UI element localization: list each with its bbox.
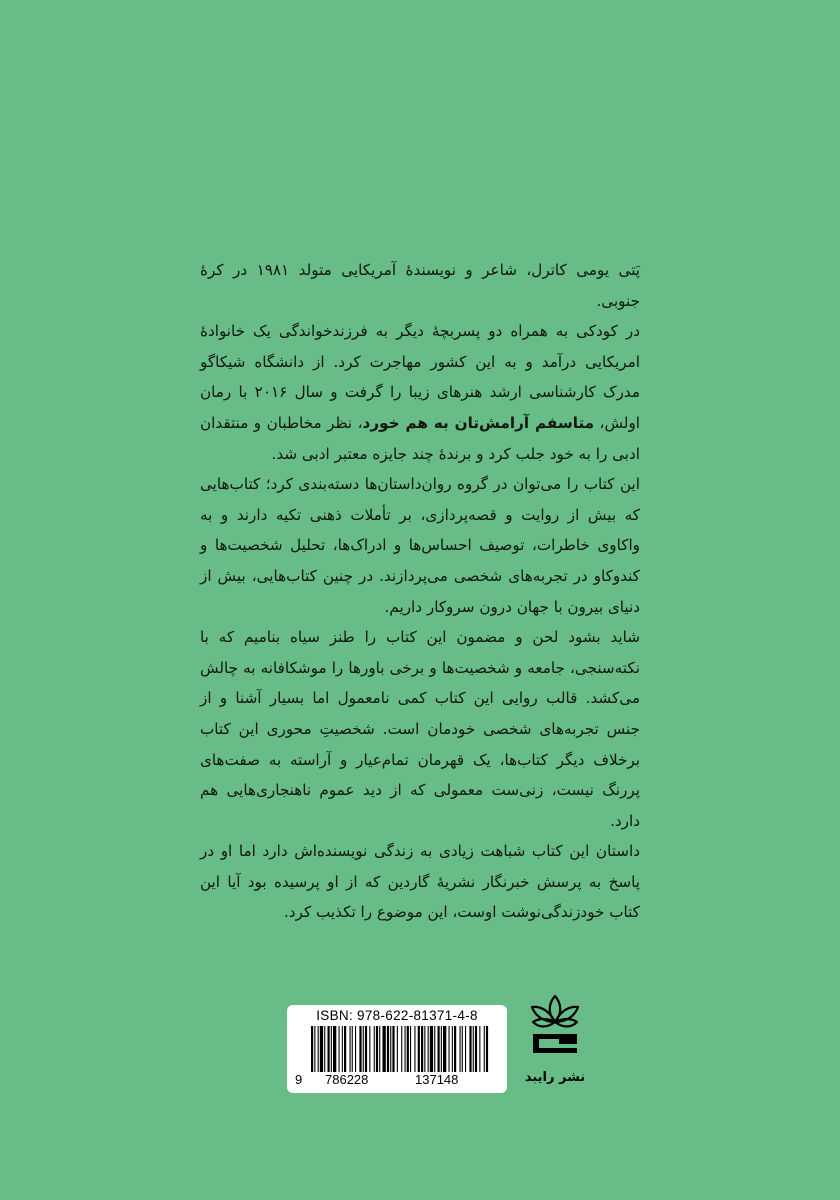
barcode-bar [352, 1026, 353, 1072]
barcode-bar [365, 1026, 367, 1072]
barcode-digit-first: 9 [295, 1072, 303, 1087]
barcode-bar [486, 1026, 488, 1072]
barcode-bar [350, 1026, 351, 1072]
barcode-bar [320, 1026, 323, 1072]
barcode-digit-group-1: 786228 [325, 1072, 369, 1087]
lotus-logo-icon [525, 992, 585, 1068]
isbn-barcode [287, 1005, 507, 1093]
barcode-bar [428, 1026, 429, 1072]
barcode-bar [452, 1026, 453, 1072]
bio-paragraph-4: شاید بشود لحن و مضمون این کتاب را طنز سیاه بنامیم که با نکته‌سنجی، جامعه و شخصیت‌ها و برخی باورها را موشکافانه به چالش می‌کشد. قالب روایی این کتاب کمی نامعمول اما بسیار آشنا و از جنس تجربه‌های شخصی خودمان است. شخصیتِ محوری این کتاب برخلاف دیگر کتاب‌ها، یک قهرمان تمام‌عیار و آراسته به صفت‌های پررنگ نیست، زنی‌ست معمولی که از دید عموم ناهنجاری‌هایی هم دارد. [200, 628, 640, 830]
barcode-bar [407, 1026, 409, 1072]
barcode-bar [430, 1026, 433, 1072]
bio-paragraph-3: این کتاب را می‌توان در گروه روان‌داستان‌ها دسته‌بندی کرد؛ کتاب‌هایی که بیش از روایت و قصه‌پردازی، بر تأملات ذهنی تکیه دارند و به واکاوی خاطرات، توصیف احساس‌ها و ادراک‌ها، تحلیل شخصیت‌ها و کندوکاو در تجربه‌های شخصی می‌پردازند. در چنین کتاب‌هایی، بیش از دنیای بیرون با جهان درون سروکار داریم. [200, 475, 640, 616]
bio-paragraph-1: پَتی یومی کاترل، شاعر و نویسندهٔ آمریکایی متولد ۱۹۸۱ در کرهٔ جنوبی. [200, 261, 641, 310]
barcode-bar [376, 1026, 378, 1072]
barcode-bar [324, 1026, 325, 1072]
barcode-bar [401, 1026, 402, 1072]
barcode-bar [314, 1026, 315, 1072]
barcode-digits [293, 1072, 501, 1088]
barcode-bar [311, 1026, 313, 1072]
barcode-bar [374, 1026, 375, 1072]
back-cover-text [200, 255, 640, 928]
barcode-bar [405, 1026, 406, 1072]
barcode-bar [318, 1026, 319, 1072]
barcode-bar [484, 1026, 485, 1072]
publisher-name: نشر رایبد [524, 1070, 586, 1085]
barcode-bar [454, 1026, 456, 1072]
barcode-bar [465, 1026, 466, 1072]
barcode-bar [328, 1026, 330, 1072]
barcode-bar [331, 1026, 332, 1072]
barcode-bar [449, 1026, 450, 1072]
barcode-bar [421, 1026, 423, 1072]
barcode-bar [443, 1026, 446, 1072]
bio-p2-after: ، نظر مخاطبان و منتقدان ادبی را به خود جلب کرد و برندهٔ چند جایزه معتبر ادبی شد. [200, 413, 640, 463]
barcode-bar [390, 1026, 391, 1072]
barcode-bar [392, 1026, 394, 1072]
barcode-bar [387, 1026, 389, 1072]
bio-paragraph-2 [200, 316, 640, 469]
barcode-bar [469, 1026, 471, 1072]
barcode-bar [441, 1026, 442, 1072]
barcode-bar [355, 1026, 356, 1072]
barcode-bar [473, 1026, 474, 1072]
barcode-bar [363, 1026, 364, 1072]
barcode-digit-group-2: 137148 [415, 1072, 459, 1087]
barcode-bars [299, 1026, 495, 1072]
barcode-bar [460, 1026, 461, 1072]
barcode-bar [383, 1026, 386, 1072]
barcode-bar [333, 1026, 336, 1072]
barcode-bar [339, 1026, 340, 1072]
barcode-bar [379, 1026, 380, 1072]
barcode-bar [397, 1026, 398, 1072]
barcode-bar [342, 1026, 343, 1072]
barcode-bar [414, 1026, 415, 1072]
bio-paragraph-5: داستان این کتاب شباهت زیادی به زندگی نویسنده‌اش دارد اما او در پاسخ به پرسش خبرنگار نشریهٔ گاردین که از او پرسیده بود آیا این کتاب خودزندگی‌نوشت اوست، این موضوع را تکذیب کرد. [200, 842, 640, 922]
barcode-bar [369, 1026, 370, 1072]
bio-p2-before: در کودکی به همراه دو پسربچهٔ دیگر به فرزندخواندگی یک خانوادهٔ امریکایی درآمد و به این کشور مهاجرت کرد. از دانشگاه شیکاگو مدرک کارشناسی ارشد هنرهای زیبا را گرفت و سال ۲۰۱۶ با رمان اولش، [200, 322, 640, 432]
book-title: متاسفم آرامش‌تان به هم خورد [362, 413, 595, 432]
barcode-bar [438, 1026, 440, 1072]
barcode-bar [359, 1026, 361, 1072]
barcode-bar [462, 1026, 463, 1072]
publisher-logo [520, 992, 590, 1092]
barcode-bar [410, 1026, 411, 1072]
barcode-bar [418, 1026, 420, 1072]
barcode-bar [434, 1026, 435, 1072]
barcode-bar [344, 1026, 346, 1072]
barcode-bar [479, 1026, 480, 1072]
barcode-bar [424, 1026, 425, 1072]
barcode-bar [475, 1026, 477, 1072]
isbn-label: ISBN: 978-622-81371-4-8 [316, 1008, 478, 1023]
